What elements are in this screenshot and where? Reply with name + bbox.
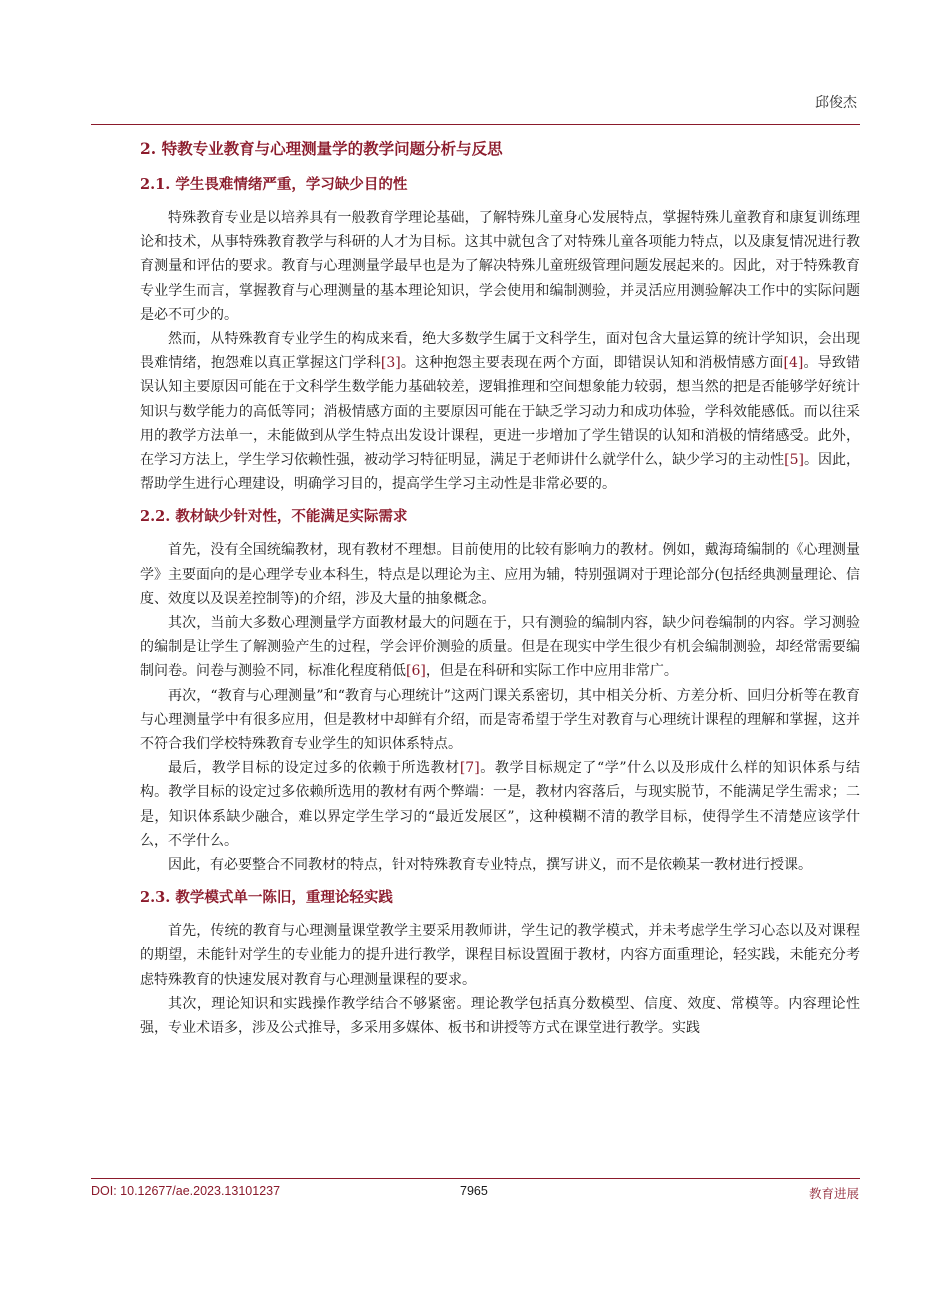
paragraph: 因此，有必要整合不同教材的特点，针对特殊教育专业特点，撰写讲义，而不是依赖某一教材进行授课。 [168, 857, 812, 874]
header-divider [91, 124, 860, 125]
citation-link[interactable]: [3] [380, 355, 401, 372]
paragraph: 首先，传统的教育与心理测量课堂教学主要采用教师讲，学生记的教学模式，并未考虑学生学习心态以及对课程的期望，未能针对学生的专业能力的提升进行教学，课程目标设置囿于教材，内容方面重理论，轻实践，未能充分考虑特殊教育的快速发展对教育与心理测量课程的要求。 [140, 923, 860, 988]
page-number: 7965 [460, 1184, 488, 1198]
paragraph [140, 756, 860, 853]
paragraph: 其次，理论知识和实践操作教学结合不够紧密。理论教学包括真分数模型、信度、效度、常模等。内容理论性强，专业术语多，涉及公式推导，多采用多媒体、板书和讲授等方式在课堂进行教学。实践 [140, 995, 860, 1037]
paragraph-text: 其次，当前大多数心理测量学方面教材最大的问题在于，只有测验的编制内容，缺少问卷编制的内容。学习测验的编制是让学生了解测验产生的过程，学会评价测验的质量。但是在现实中学生很少有机会编制测验，却经常需要编制问卷。问卷与测验不同，标准化程度稍低 [140, 615, 860, 680]
paragraph-text: 。因此，帮助学生进行心理建设，明确学习目的，提高学生学习主动性是非常必要的。 [140, 452, 860, 493]
footer-divider [91, 1178, 860, 1179]
paragraph-text: ，但是在科研和实际工作中应用非常广。 [425, 663, 678, 680]
paragraph-text: 然而，从特殊教育专业学生的构成来看，绝大多数学生属于文科学生，面对包含大量运算的统计学知识，会出现畏难情绪，抱怨难以真正掌握这门学科 [140, 331, 860, 372]
paragraph-text: 最后，教学目标的设定过多的依赖于所选教材 [168, 760, 460, 777]
citation-link[interactable]: [6] [406, 663, 426, 680]
paragraph [140, 611, 860, 684]
subsection-title-2-2: 2.2. 教材缺少针对性，不能满足实际需求 [140, 508, 408, 526]
paragraph: 再次，“教育与心理测量”和“教育与心理统计”这两门课关系密切，其中相关分析、方差分析、回归分析等在教育与心理测量学中有很多应用，但是教材中却鲜有介绍，而是寄希望于学生对教育与心理统计课程的理解和掌握，这并不符合我们学校特殊教育专业学生的知识体系特点。 [140, 687, 860, 753]
footer-doi[interactable]: DOI: 10.12677/ae.2023.13101237 [91, 1184, 281, 1198]
paragraph: 首先，没有全国统编教材，现有教材不理想。目前使用的比较有影响力的教材。例如，戴海琦编制的《心理测量学》主要面向的是心理学专业本科生，特点是以理论为主、应用为辅，特别强调对于理论部分(包括经典测量理论、信度、效度以及误差控制等)的介绍，涉及大量的抽象概念。 [140, 542, 860, 607]
header-author: 邱俊杰 [815, 95, 857, 111]
paragraph: 特殊教育专业是以培养具有一般教育学理论基础，了解特殊儿童身心发展特点，掌握特殊儿童教育和康复训练理论和技术，从事特殊教育教学与科研的人才为目标。这其中就包含了对特殊儿童各项能力特点，以及康复情况进行教育测量和评估的要求。教育与心理测量学最早也是为了解决特殊儿童班级管理问题发展起来的。因此，对于特殊教育专业学生而言，掌握教育与心理测量的基本理论知识，学会使用和编制测验，并灵活应用测验解决工作中的实际问题是必不可少的。 [140, 210, 860, 323]
subsection-title-2-1: 2.1. 学生畏难情绪严重，学习缺少目的性 [140, 176, 408, 193]
subsection-title-2-3: 2.3. 教学模式单一陈旧，重理论轻实践 [140, 889, 393, 907]
paragraph-text: 。导致错误认知主要原因可能在于文科学生数学能力基础较差，逻辑推理和空间想象能力较弱，想当然的把是否能够学好统计知识与数学能力的高低等同；消极情感方面的主要原因可能在于缺乏学习动力和成功体验，学科效能感低。而以往采用的教学方法单一，未能做到从学生特点出发设计课程，更进一步增加了学生错误的认知和消极的情绪感受。此外，在学习方法上，学生学习依赖性强，被动学习特征明显，满足于老师讲什么就学什么，缺少学习的主动性 [140, 355, 861, 469]
article-body [140, 136, 860, 1040]
citation-link[interactable]: [4] [783, 355, 804, 372]
journal-name[interactable]: 教育进展 [808, 1186, 859, 1201]
citation-link[interactable]: [7] [459, 760, 480, 777]
citation-link[interactable]: [5] [784, 452, 804, 469]
paragraph [140, 327, 860, 496]
paragraph-text: 。教学目标规定了“学”什么以及形成什么样的知识体系与结构。教学目标的设定过多依赖所选用的教材有两个弊端：一是，教材内容落后，与现实脱节，不能满足学生需求；二是，知识体系缺少融合，难以界定学生学习的“最近发展区”，这种模糊不清的教学目标，使得学生不清楚应该学什么，不学什么。 [140, 760, 860, 849]
paragraph-text: 。这种抱怨主要表现在两个方面，即错误认知和消极情感方面 [400, 355, 784, 372]
section-title: 2. 特教专业教育与心理测量学的教学问题分析与反思 [140, 139, 503, 158]
